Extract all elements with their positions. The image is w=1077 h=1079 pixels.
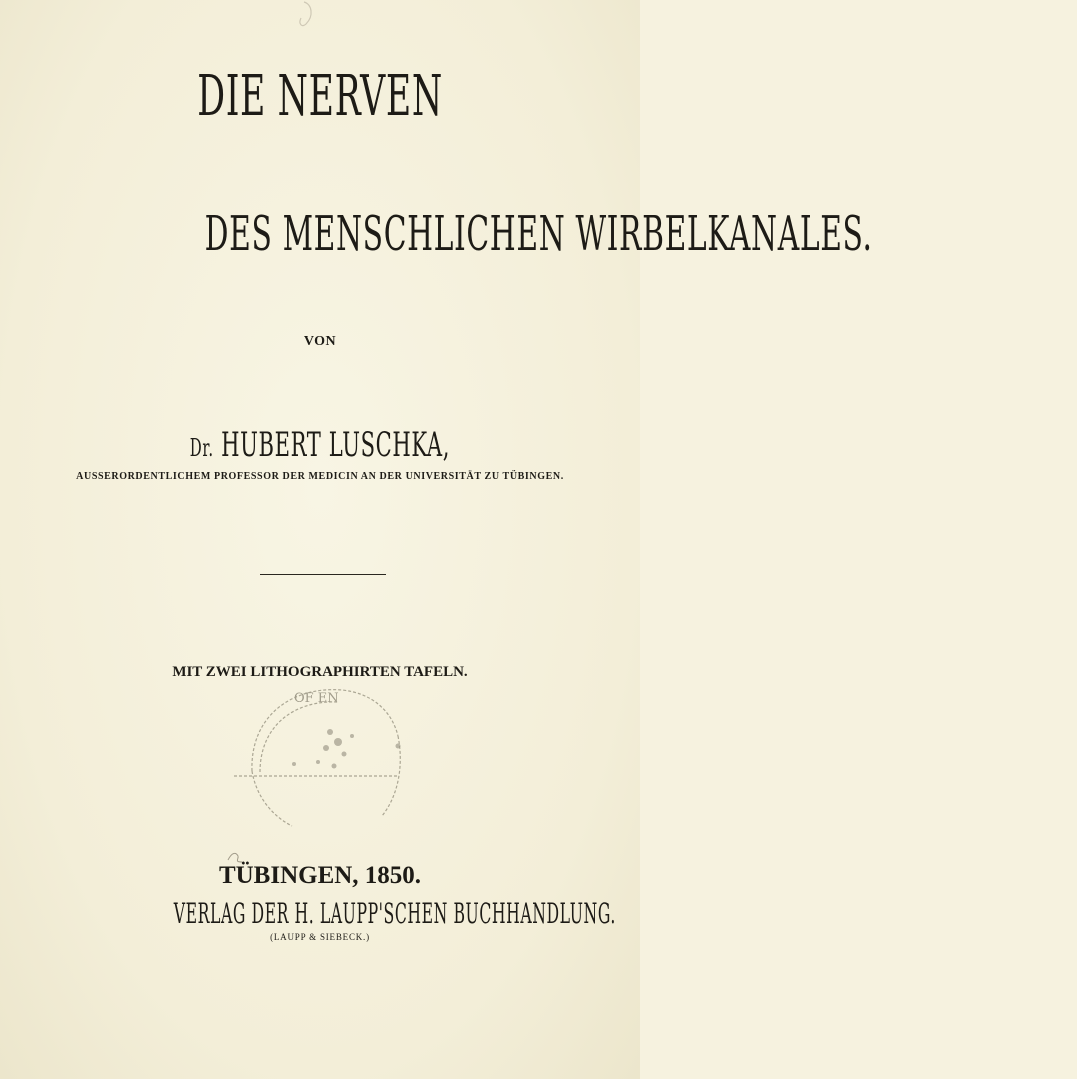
library-stamp-icon [222, 676, 422, 846]
publisher: VERLAG DER H. LAUPP'SCHEN BUCHHANDLUNG. [173, 897, 616, 930]
book-subtitle: DES MENSCHLICHEN WIRBELKANALES. [204, 206, 873, 262]
imprint: (LAUPP & SIEBECK.) [270, 932, 370, 942]
pencil-mark-icon [292, 0, 322, 30]
svg-text:OF EN: OF EN [294, 691, 339, 706]
author-affiliation: AUSSERORDENTLICHEM PROFESSOR DER MEDICIN AN DER UNIVERSITÄT ZU TÜBINGEN. [76, 471, 564, 482]
divider-rule [260, 574, 386, 575]
by-line: VON [303, 334, 337, 349]
plates-note: MIT ZWEI LITHOGRAPHIRTEN TAFELN. [172, 664, 468, 680]
book-title: DIE NERVEN [197, 64, 443, 129]
author-prefix: Dr. [189, 434, 214, 462]
place-and-year: TÜBINGEN, 1850. [218, 862, 422, 889]
author-name: HUBERT LUSCHKA, [221, 425, 451, 465]
author-line [0, 424, 640, 469]
